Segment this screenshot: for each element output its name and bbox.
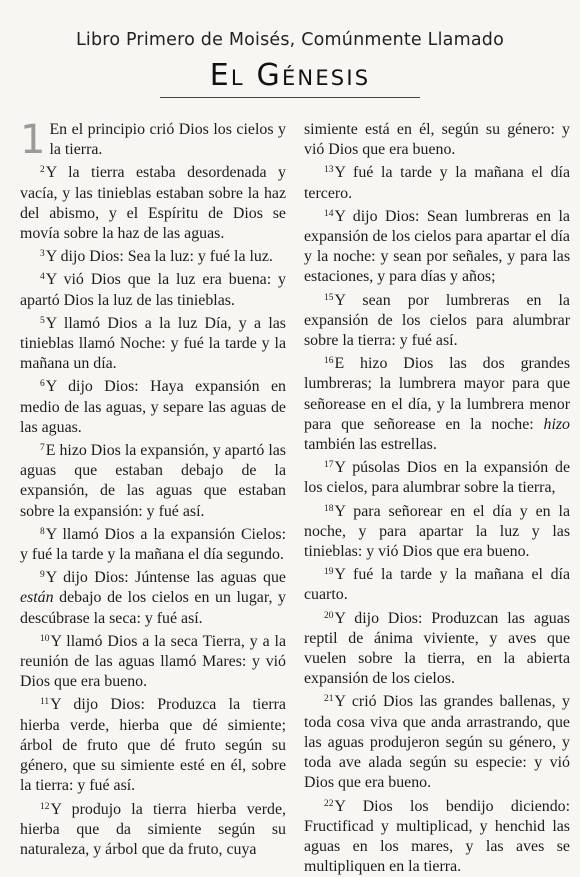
verse-text: Y Dios los bendijo diciendo: Fructificad y multiplicad, y henchid las aguas en los mares, y las aves se multipliquen en la tierra. <box>304 798 570 876</box>
book-subtitle: Libro Primero de Moisés, Comúnmente Llamado <box>0 30 580 50</box>
verse-text: también las estrellas. <box>304 436 437 453</box>
verse <box>304 455 570 498</box>
title-rule <box>160 97 420 98</box>
verse-text: Y crió Dios las grandes ballenas, y toda cosa viva que anda arrastrando, que las aguas produjeron según su género, y toda ave alada según su especie: y vió Dios que era bueno. <box>304 693 570 791</box>
chapter-number: 1 <box>20 122 45 158</box>
verse <box>304 794 570 877</box>
verse-text: Y llamó Dios a la expansión Cielos: y fué la tarde y la mañana el día segundo. <box>20 526 286 563</box>
page-header <box>0 30 580 98</box>
verse-number: 10 <box>40 634 50 644</box>
verse-number: 17 <box>324 460 334 470</box>
verse-text: debajo de los cielos en un lugar, y descúbrase la seca: y fué así. <box>20 589 286 626</box>
verse-number: 19 <box>324 567 334 577</box>
verse <box>304 288 570 352</box>
verse <box>20 565 286 629</box>
verse-number: 12 <box>40 802 50 812</box>
verse <box>20 629 286 693</box>
verse-text: Y fué la tarde y la mañana el día tercero. <box>304 164 570 201</box>
verse-text: Y dijo Dios: Sean lumbreras en la expansión de los cielos para apartar el día y la noche: y sean por señales, y para las estaciones, y para días y años; <box>304 208 570 286</box>
verse-text: Y dijo Dios: Júntense las aguas que <box>46 569 286 586</box>
verse <box>20 522 286 565</box>
verse <box>304 120 570 160</box>
verse-italic-text: están <box>20 589 54 606</box>
verse <box>20 244 286 267</box>
verse-number: 22 <box>324 799 334 809</box>
text-columns <box>20 120 570 877</box>
verse <box>304 499 570 563</box>
verse-number: 4 <box>40 272 45 282</box>
verse-text: Y púsolas Dios en la expansión de los cielos, para alumbrar sobre la tierra, <box>304 459 570 496</box>
verse-text: Y la tierra estaba desordenada y vacía, y las tinieblas estaban sobre la haz del abismo, y el Espíritu de Dios se movía sobre la haz de las aguas. <box>20 164 286 242</box>
verse <box>20 438 286 522</box>
verse-number: 2 <box>40 165 45 175</box>
verse-text: Y dijo Dios: Sea la luz: y fué la luz. <box>46 248 273 265</box>
verse-text: Y dijo Dios: Produzca la tierra hierba verde, hierba que dé simiente; árbol de fruto que dé fruto según su género, que su simiente esté en él, sobre la tierra: y fué así. <box>20 696 286 794</box>
verse-number: 6 <box>40 379 45 389</box>
verse-text: Y llamó Dios a la seca Tierra, y a la reunión de las aguas llamó Mares: y vió Dios que era bueno. <box>20 633 286 690</box>
verse <box>20 692 286 796</box>
verse <box>20 311 286 375</box>
verse-number: 7 <box>40 443 45 453</box>
verse-text: E hizo Dios las dos grandes lumbreras; la lumbrera mayor para que señorease en el día, y la lumbrera menor para que señorease en la noche: <box>304 355 570 433</box>
right-column <box>304 120 570 877</box>
verse-number: 13 <box>324 165 334 175</box>
verse <box>304 204 570 288</box>
verse-number: 5 <box>40 316 45 326</box>
verse <box>20 267 286 310</box>
verse <box>304 351 570 455</box>
verse-text: Y para señorear en el día y en la noche, y para apartar la luz y las tinieblas: y vió Dios que era bueno. <box>304 503 570 560</box>
verse <box>304 689 570 793</box>
verse-text: E hizo Dios la expansión, y apartó las aguas que estaban debajo de la expansión, de las aguas que estaban sobre la expansión: y fué así. <box>20 442 286 520</box>
verse-text: Y llamó Dios a la luz Día, y a las tinieblas llamó Noche: y fué la tarde y la mañana un día. <box>20 315 286 372</box>
verse-number: 15 <box>324 293 334 303</box>
verse <box>20 120 286 160</box>
verse-number: 21 <box>324 694 334 704</box>
verse-text: Y produjo la tierra hierba verde, hierba que da simiente según su naturaleza, y árbol que da fruto, cuya <box>20 801 286 858</box>
verse <box>304 606 570 690</box>
verse-text: simiente está en él, según su género: y vió Dios que era bueno. <box>304 121 570 158</box>
verse-text: Y dijo Dios: Haya expansión en medio de las aguas, y separe las aguas de las aguas. <box>20 378 286 435</box>
verse-number: 9 <box>40 570 45 580</box>
book-title: El Génesis <box>0 58 580 93</box>
verse-text: Y fué la tarde y la mañana el día cuarto. <box>304 566 570 603</box>
verse-text: Y sean por lumbreras en la expansión de los cielos para alumbrar sobre la tierra: y fué así. <box>304 292 570 349</box>
verse <box>304 160 570 203</box>
verse-text: Y dijo Dios: Produzcan las aguas reptil de ánima viviente, y aves que vuelen sobre la tierra, en la abierta expansión de los cielos. <box>304 610 570 688</box>
left-column <box>20 120 286 877</box>
verse-text: En el principio crió Dios los cielos y la tierra. <box>49 121 286 158</box>
verse-number: 3 <box>40 249 45 259</box>
verse <box>20 374 286 438</box>
verse-number: 11 <box>40 697 49 707</box>
verse-number: 14 <box>324 209 334 219</box>
verse-number: 8 <box>40 527 45 537</box>
verse <box>304 562 570 605</box>
verse-italic-text: hizo <box>544 416 571 433</box>
verse <box>20 160 286 244</box>
verse-number: 18 <box>324 504 334 514</box>
verse-number: 20 <box>324 611 334 621</box>
verse-text: Y vió Dios que la luz era buena: y apartó Dios la luz de las tinieblas. <box>20 271 286 308</box>
verse <box>20 797 286 861</box>
verse-number: 16 <box>324 356 334 366</box>
